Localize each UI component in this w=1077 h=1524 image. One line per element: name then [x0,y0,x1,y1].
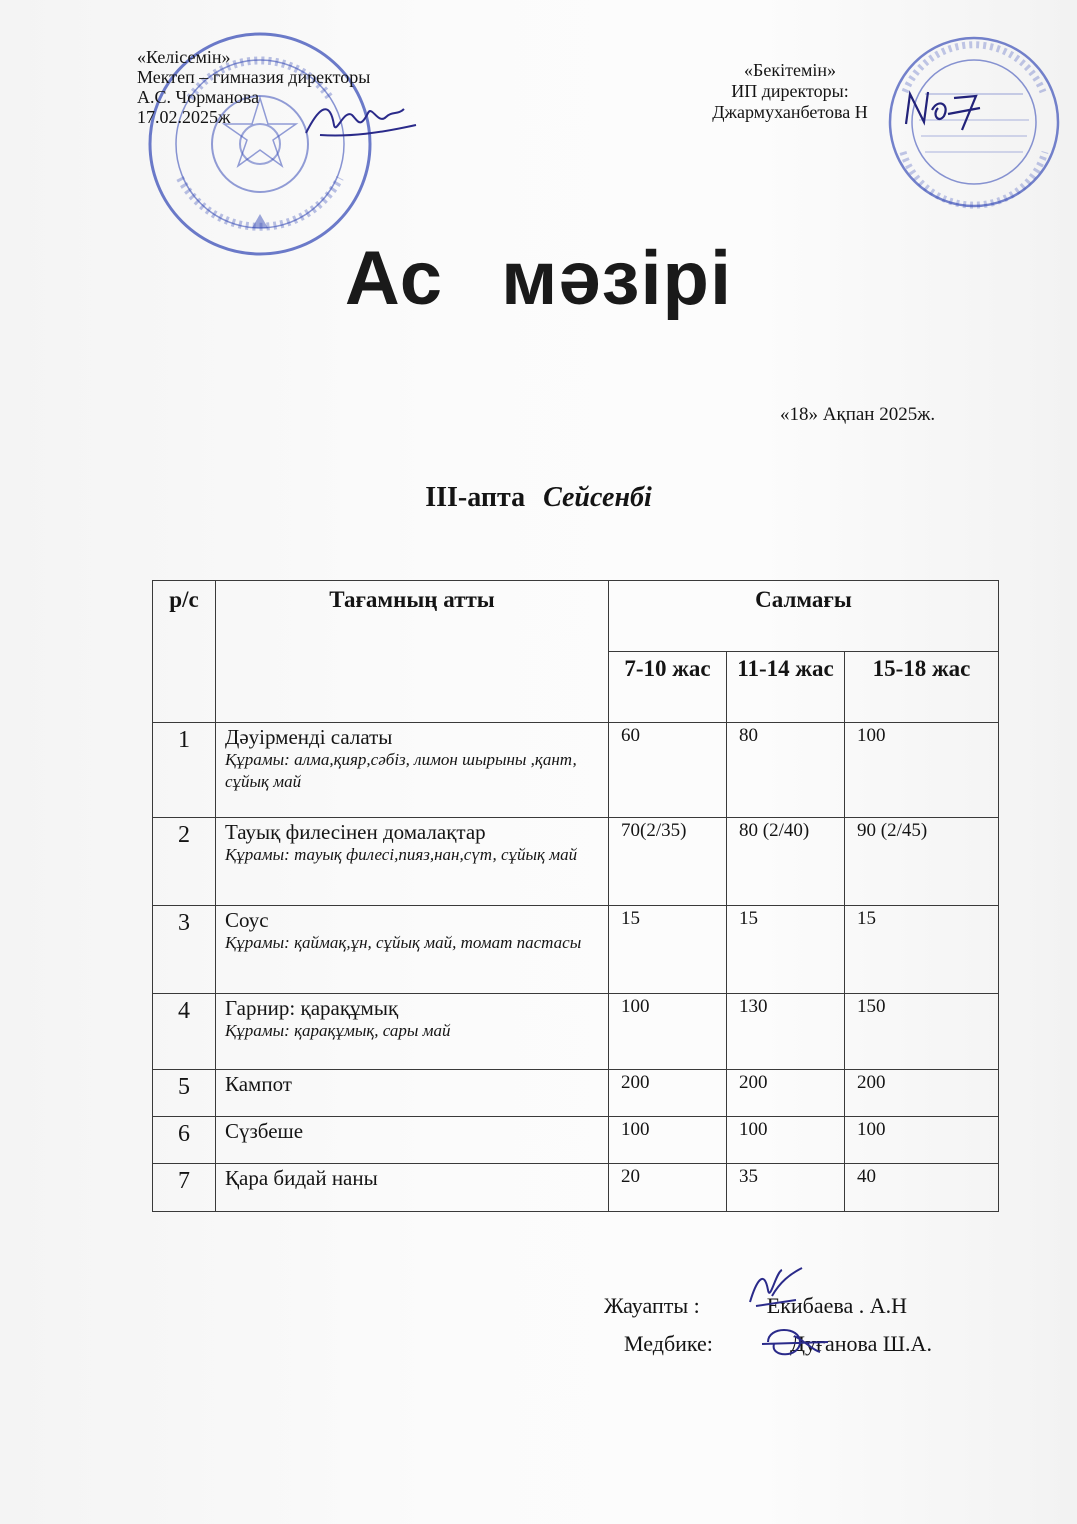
row-number: 6 [153,1117,216,1164]
nurse-label: Медбике: [624,1331,713,1356]
weight-15-18: 100 [845,723,999,818]
dish-cell [216,723,609,818]
weight-7-10: 100 [609,1117,727,1164]
dish-cell [216,818,609,906]
dish-cell [216,1164,609,1212]
nurse-signature [760,1320,830,1362]
table-row [153,818,999,906]
weight-15-18: 15 [845,906,999,994]
weight-11-14: 100 [727,1117,845,1164]
page-title: Ас мәзірі [344,236,733,321]
dish-name: Сүзбеше [225,1119,304,1143]
dish-cell [216,994,609,1070]
approval-confirmed-position: ИП директоры: [731,81,849,101]
weight-7-10: 60 [609,723,727,818]
menu-date: «18» Ақпан 2025ж. [780,404,936,425]
weight-7-10: 20 [609,1164,727,1212]
dish-name: Тауық филесінен домалақтар [225,820,486,844]
dish-name: Соус [225,908,269,932]
weight-15-18: 40 [845,1164,999,1212]
weight-11-14: 80 (2/40) [727,818,845,906]
weight-11-14: 130 [727,994,845,1070]
weight-7-10: 100 [609,994,727,1070]
weight-15-18: 90 (2/45) [845,818,999,906]
approval-agreed-person: А.С. Чорманова [137,87,260,107]
responsible-label: Жауапты : [604,1293,700,1318]
weight-7-10: 70(2/35) [609,818,727,906]
responsible-name: Екибаева . А.Н [766,1293,908,1318]
approval-agreed-label: «Келісемін» [137,47,231,67]
weight-11-14: 200 [727,1070,845,1117]
weight-15-18: 100 [845,1117,999,1164]
director-signature [300,95,420,145]
nurse-name: Дуғанова Ш.А. [789,1331,932,1356]
table-row [153,994,999,1070]
approval-agreed-position: Мектеп – гимназия директоры [137,67,371,87]
day-label: Сейсенбі [543,482,652,513]
header-rs: р/с [153,581,216,723]
dish-cell [216,1117,609,1164]
row-number: 1 [153,723,216,818]
dish-composition: Құрамы: тауық филесі,пияз,нан,сүт, сұйық май [225,845,578,864]
row-number: 2 [153,818,216,906]
table-header-row [153,581,999,652]
responsible-signature [746,1262,806,1312]
weight-15-18: 200 [845,1070,999,1117]
table-row [153,906,999,994]
ip-director-signature [898,80,988,140]
week-label: ІІІ-апта [425,482,526,513]
header-weight: Салмағы [609,581,999,652]
weight-7-10: 15 [609,906,727,994]
approval-confirmed-block [690,60,890,123]
weight-11-14: 80 [727,723,845,818]
approval-agreed-date: 17.02.2025ж [137,107,231,127]
table-row [153,723,999,818]
dish-name: Гарнир: қарақұмық [225,996,399,1020]
row-number: 7 [153,1164,216,1212]
menu-table [152,580,999,1212]
approval-confirmed-label: «Бекітемін» [744,60,836,80]
row-number: 4 [153,994,216,1070]
weight-11-14: 15 [727,906,845,994]
dish-name: Кампот [225,1072,292,1096]
dish-name: Дәуірменді салаты [225,725,393,749]
approval-confirmed-person: Джармуханбетова Н [712,102,868,122]
dish-composition: Құрамы: алма,қияр,сәбіз, лимон шырыны ,қант, сұйық май [225,750,577,791]
table-row [153,1070,999,1117]
dish-cell [216,906,609,994]
header-age-7-10: 7-10 жас [609,652,727,723]
header-age-11-14: 11-14 жас [727,652,845,723]
header-dish-name: Тағамның атты [216,581,609,723]
week-day-heading [0,482,1077,514]
weight-11-14: 35 [727,1164,845,1212]
row-number: 5 [153,1070,216,1117]
dish-cell [216,1070,609,1117]
weight-7-10: 200 [609,1070,727,1117]
dish-composition: Құрамы: қарақұмық, сары май [225,1021,451,1040]
table-row [153,1117,999,1164]
table-row [153,1164,999,1212]
dish-name: Қара бидай наны [225,1166,378,1190]
row-number: 3 [153,906,216,994]
dish-composition: Құрамы: қаймақ,ұн, сұйық май, томат пастасы [225,933,582,952]
weight-15-18: 150 [845,994,999,1070]
header-age-15-18: 15-18 жас [845,652,999,723]
